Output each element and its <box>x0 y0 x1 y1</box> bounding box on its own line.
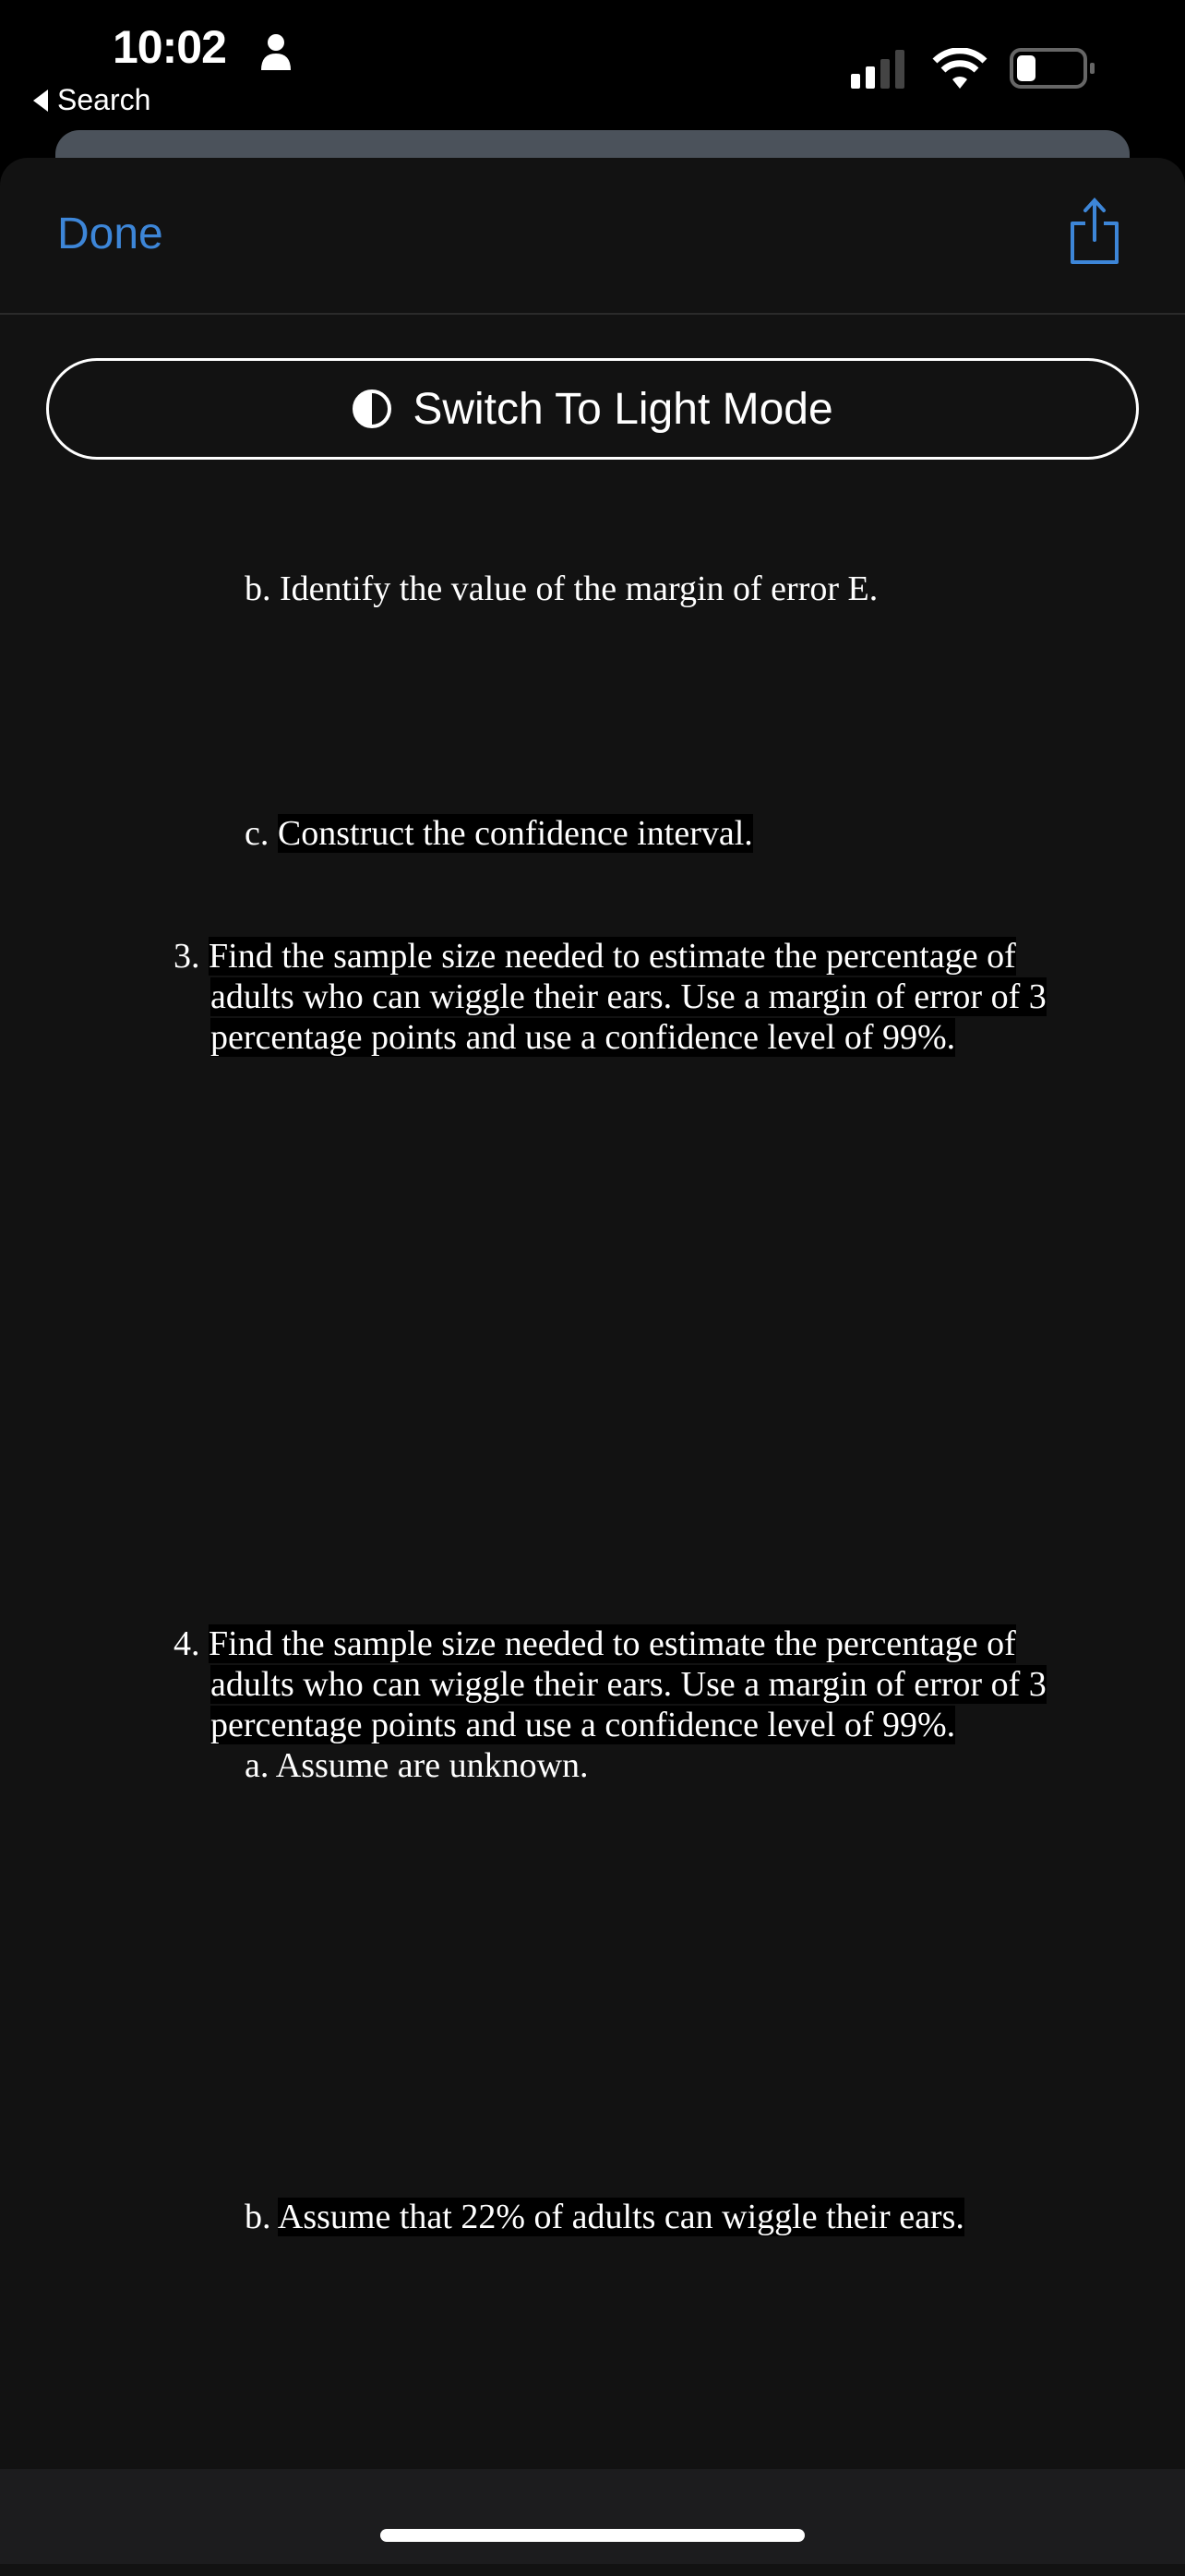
contrast-icon <box>352 389 392 429</box>
signal-icon <box>851 50 904 89</box>
share-icon[interactable] <box>1067 198 1122 266</box>
done-button[interactable]: Done <box>57 210 163 258</box>
bottom-toolbar <box>0 2469 1185 2564</box>
home-indicator[interactable] <box>380 2529 805 2542</box>
battery-icon <box>1010 48 1087 89</box>
back-to-search-button[interactable] <box>33 83 150 117</box>
switch-light-mode-label: Switch To Light Mode <box>413 384 833 434</box>
question-2c: c. Construct the confidence interval. <box>245 814 753 853</box>
person-icon <box>260 33 292 70</box>
back-arrow-icon <box>33 90 48 112</box>
question-2b: b. Identify the value of the margin of error E. <box>245 569 879 608</box>
nav-divider <box>0 313 1185 315</box>
wifi-icon <box>932 48 988 90</box>
status-time: 10:02 <box>113 21 226 73</box>
back-label: Search <box>57 83 151 116</box>
question-4b: b. Assume that 22% of adults can wiggle their ears. <box>245 2198 964 2236</box>
question-3: 3. Find the sample size needed to estimate the percentage of adults who can wiggle their ears. Use a margin of error of 3 percentage points and use a confidence level of 99%. <box>174 937 1047 1057</box>
question-4: 4. Find the sample size needed to estimate the percentage of adults who can wiggle their ears. Use a margin of error of 3 percentage points and use a confidence level of 99%. a. Assume are unknown. <box>174 1624 1047 1785</box>
switch-light-mode-button[interactable] <box>46 358 1139 460</box>
